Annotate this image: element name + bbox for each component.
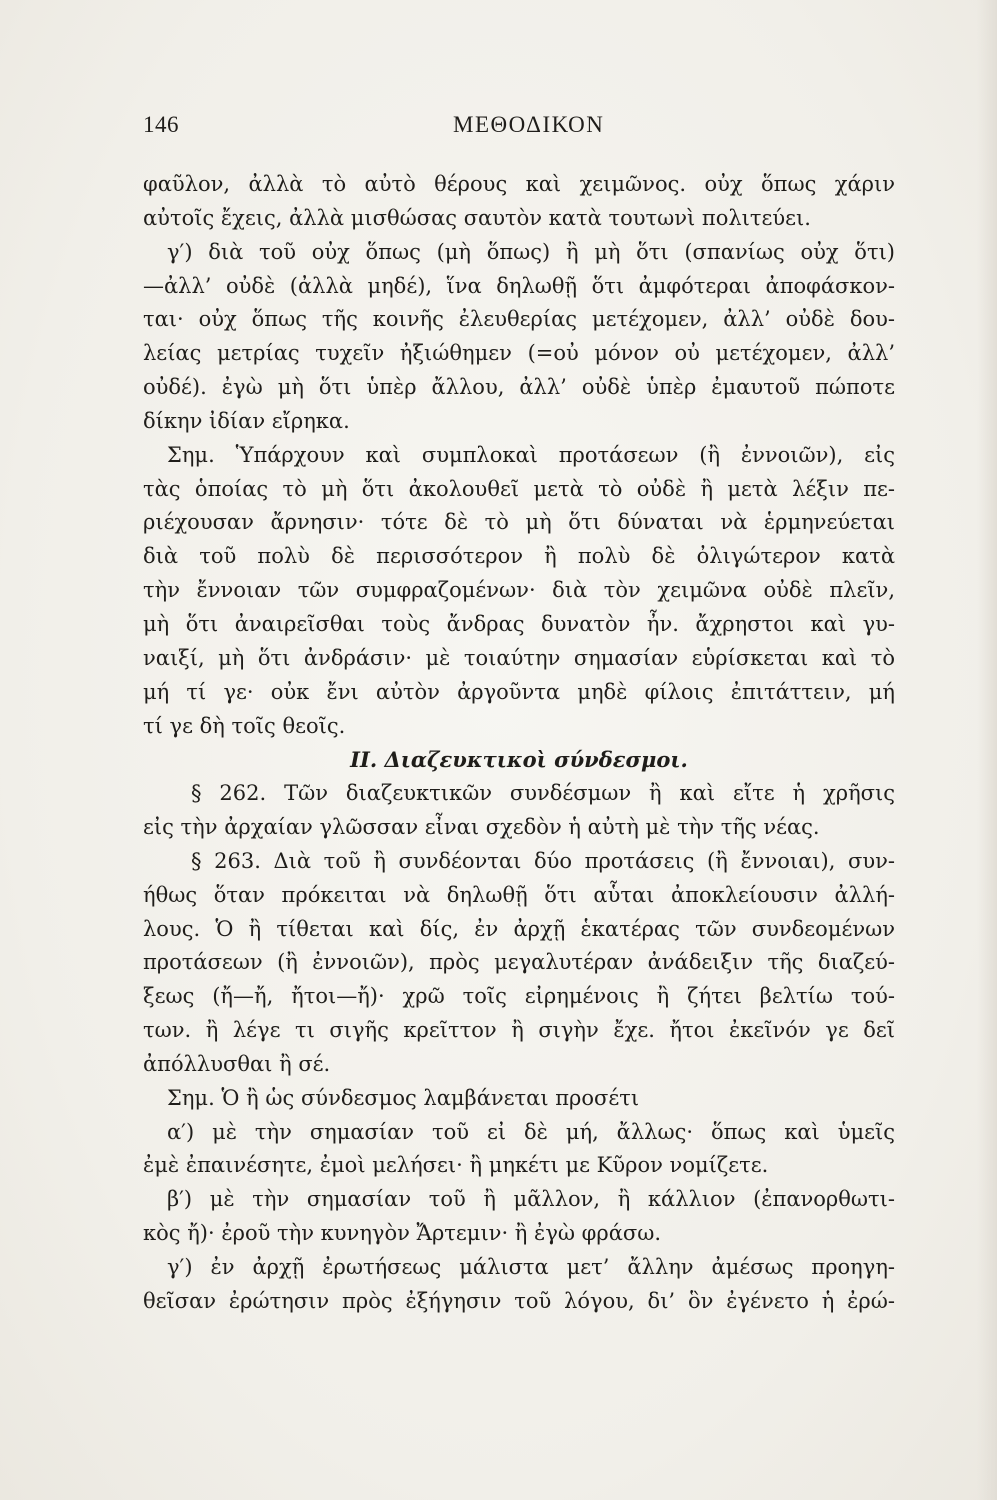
- text-line: δίκην ἰδίαν εἴρηκα.: [143, 408, 350, 433]
- text-line: προτάσεων (ἢ ἐννοιῶν), πρὸς μεγαλυτέραν ἀνάδειξιν τῆς διαζεύ-: [143, 950, 895, 975]
- text-line: —ἀλλ’ οὐδὲ (ἀλλὰ μηδέ), ἵνα δηλωθῇ ὅτι ἀμφότεραι ἀποφάσκον-: [143, 273, 895, 298]
- running-title: ΜΕΘΟΔΙΚΟΝ: [453, 112, 605, 137]
- text-line: εἰς τὴν ἀρχαίαν γλῶσσαν εἶναι σχεδὸν ἡ αὐτὴ μὲ τὴν τῆς νέας.: [143, 815, 820, 840]
- text-line: λους. Ὁ ἢ τίθεται καὶ δίς, ἐν ἀρχῇ ἑκατέρας τῶν συνδεομένων: [143, 916, 895, 941]
- text-line: ξεως (ἤ—ἤ, ἤτοι—ἤ)· χρῶ τοῖς εἰρημένοις ἢ ζήτει βελτίω τού-: [143, 984, 895, 1009]
- text-line: μή τί γε· οὐκ ἔνι αὐτὸν ἀργοῦντα μηδὲ φίλοις ἐπιτάττειν, μή: [143, 679, 895, 704]
- text-line: ήθως ὅταν πρόκειται νὰ δηλωθῇ ὅτι αὗται ἀποκλείουσιν ἀλλή-: [143, 882, 895, 907]
- page-number: 146: [143, 112, 179, 137]
- text-line: τὴν ἔννοιαν τῶν συμφραζομένων· διὰ τὸν χειμῶνα οὐδὲ πλεῖν,: [143, 578, 895, 603]
- text-line: τὰς ὁποίας τὸ μὴ ὅτι ἀκολουθεῖ μετὰ τὸ οὐδὲ ἢ μετὰ λέξιν πε-: [143, 476, 895, 501]
- text-line: ναιξί, μὴ ὅτι ἀνδράσιν· μὲ τοιαύτην σημασίαν εὑρίσκεται καὶ τὸ: [143, 645, 895, 670]
- text-line: Σημ. Ὑπάρχουν καὶ συμπλοκαὶ προτάσεων (ἢ ἐννοιῶν), εἰς: [167, 442, 895, 467]
- text-line: κὸς ἤ)· ἐροῦ τὴν κυνηγὸν Ἄρτεμιν· ἢ ἐγὼ φράσω.: [143, 1221, 662, 1246]
- text-line: φαῦλον, ἀλλὰ τὸ αὐτὸ θέρους καὶ χειμῶνος. οὐχ ὅπως χάριν: [143, 172, 895, 196]
- text-line: ται· οὐχ ὅπως τῆς κοινῆς ἐλευθερίας μετέχομεν, ἀλλ’ οὐδὲ δου-: [143, 307, 895, 332]
- text-line: των. ἢ λέγε τι σιγῆς κρεῖττον ἢ σιγὴν ἔχε. ἤτοι ἐκεῖνόν γε δεῖ: [143, 1018, 895, 1043]
- text-line: γ′) διὰ τοῦ οὐχ ὅπως (μὴ ὅπως) ἢ μὴ ὅτι (σπανίως οὐχ ὅτι): [167, 239, 895, 264]
- text-line: θεῖσαν ἐρώτησιν πρὸς ἐξήγησιν τοῦ λόγου, δι’ ὃν ἐγένετο ἡ ἐρώ-: [143, 1288, 895, 1313]
- text-line: μὴ ὅτι ἀναιρεῖσθαι τοὺς ἄνδρας δυνατὸν ἦν. ἄχρηστοι καὶ γυ-: [143, 611, 895, 636]
- section-heading: ΙΙ. Διαζευκτικοὶ σύνδεσμοι.: [350, 747, 688, 773]
- text-line: α′) μὲ τὴν σημασίαν τοῦ εἰ δὲ μή, ἄλλως· ὅπως καὶ ὑμεῖς: [167, 1119, 895, 1144]
- text-line: Σημ. Ὁ ἢ ὡς σύνδεσμος λαμβάνεται προσέτι: [167, 1085, 640, 1110]
- text-line: ριέχουσαν ἄρνησιν· τότε δὲ τὸ μὴ ὅτι δύναται νὰ ἑρμηνεύεται: [143, 510, 895, 535]
- text-line: ἐμὲ ἐπαινέσητε, ἐμοὶ μελήσει· ἢ μηκέτι με Κῦρον νομίζετε.: [143, 1153, 769, 1178]
- text-line: αὐτοῖς ἔχεις, ἀλλὰ μισθώσας σαυτὸν κατὰ τουτωνὶ πολιτεύει.: [143, 205, 811, 230]
- page-edge-shadow: [977, 0, 997, 1500]
- body-text: [143, 168, 895, 1319]
- text-line: § 262. Τῶν διαζευκτικῶν συνδέσμων ἢ καὶ εἴτε ἡ χρῆσις: [191, 781, 895, 806]
- text-line: οὐδέ). ἐγὼ μὴ ὅτι ὑπὲρ ἄλλου, ἀλλ’ οὐδὲ ὑπὲρ ἐμαυτοῦ πώποτε: [143, 375, 895, 400]
- text-line: διὰ τοῦ πολὺ δὲ περισσότερον ἢ πολὺ δὲ ὀλιγώτερον κατὰ: [143, 544, 895, 569]
- text-line: β′) μὲ τὴν σημασίαν τοῦ ἢ μᾶλλον, ἢ κάλλιον (ἐπανορθωτι-: [167, 1187, 895, 1212]
- text-line: ἀπόλλυσθαι ἢ σέ.: [143, 1051, 331, 1076]
- text-line: τί γε δὴ τοῖς θεοῖς.: [143, 713, 346, 738]
- running-head: [143, 112, 873, 144]
- text-line: γ′) ἐν ἀρχῇ ἐρωτήσεως μάλιστα μετ’ ἄλλην ἀμέσως προηγη-: [167, 1255, 895, 1279]
- text-line: λείας μετρίας τυχεῖν ἠξιώθημεν (=οὐ μόνον οὐ μετέχομεν, ἀλλ’: [143, 341, 895, 366]
- text-line: § 263. Διὰ τοῦ ἢ συνδέονται δύο προτάσεις (ἢ ἔννοιαι), συν-: [191, 848, 895, 873]
